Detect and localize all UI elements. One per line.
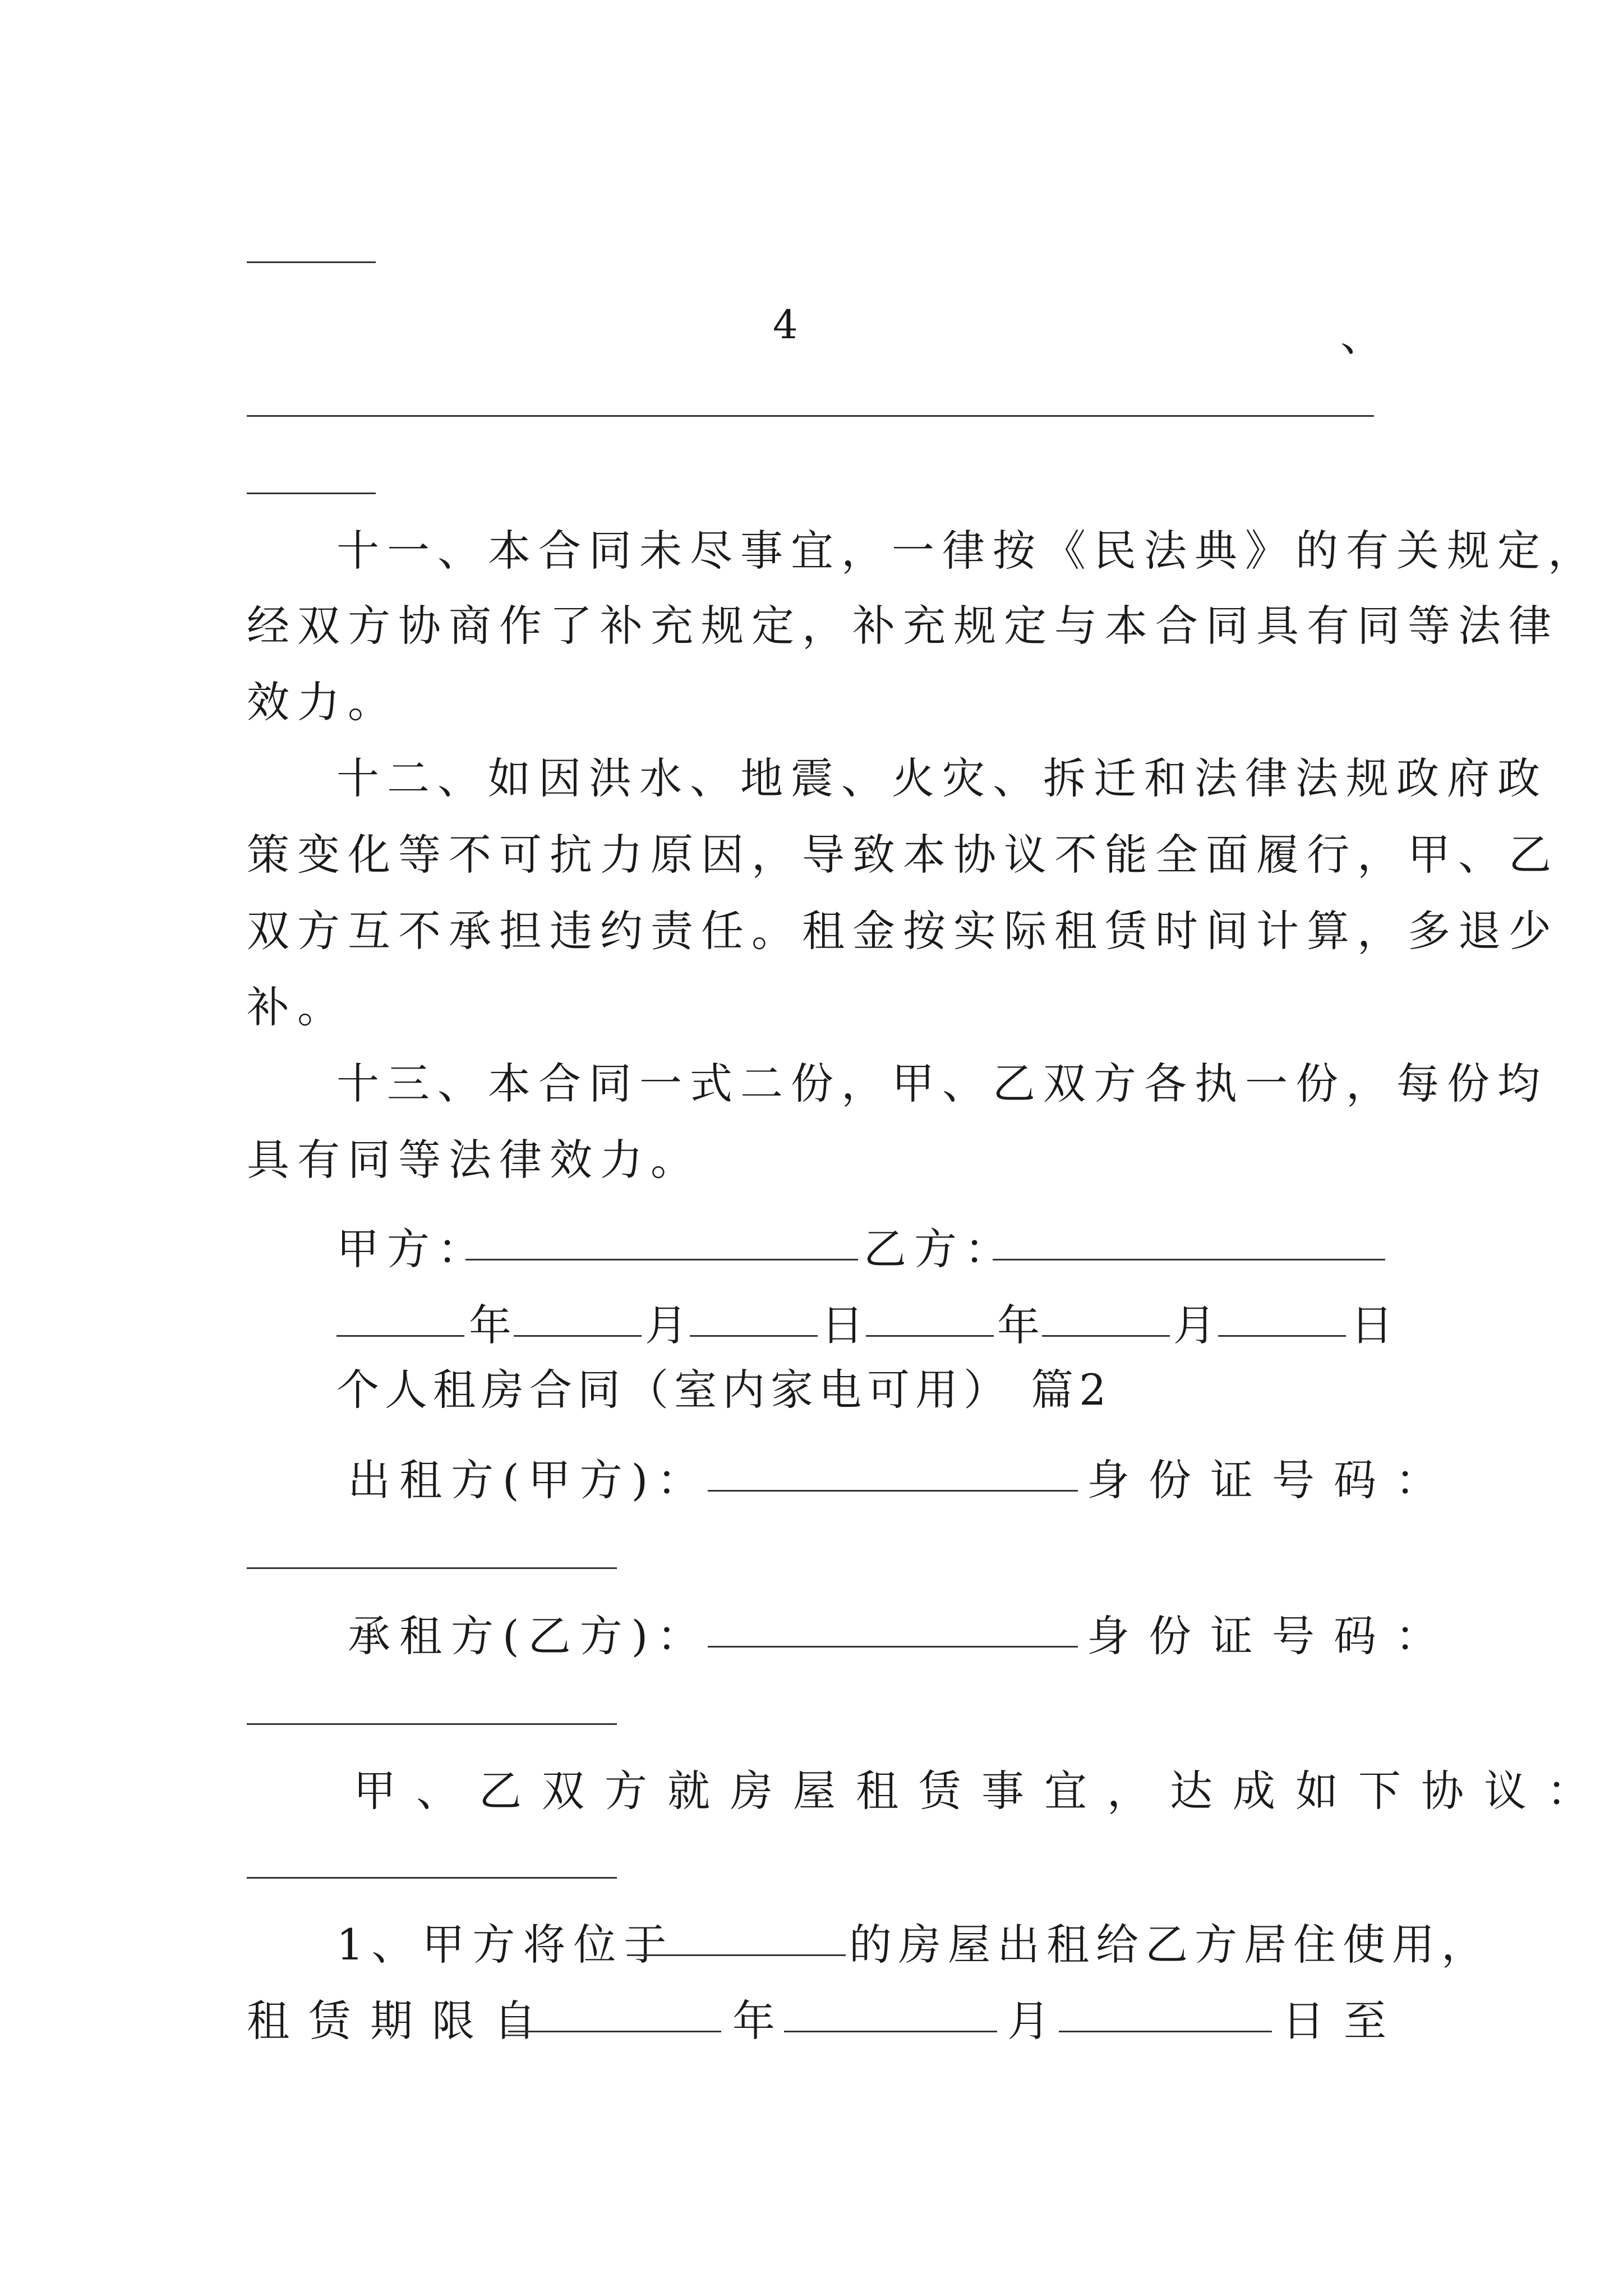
date-blank <box>1042 1335 1170 1337</box>
start-month-label: 月 <box>1007 1996 1050 2046</box>
day-label: 日 <box>821 1300 864 1350</box>
lessee-id-blank <box>247 1723 617 1725</box>
start-year-blank <box>508 2031 721 2032</box>
blank-underline <box>247 261 376 263</box>
date-blank <box>866 1335 994 1337</box>
start-day-blank <box>1059 2031 1272 2032</box>
lessor-id-label: 身份证号码： <box>1087 1455 1457 1505</box>
start-year-label: 年 <box>732 1996 775 2046</box>
item-number: 4 <box>773 302 798 348</box>
item-mark: 、 <box>1340 311 1383 361</box>
clause-12-line-3: 双方互不承担违约责任。租金按实际租赁时间计算，多退少 <box>247 906 1559 956</box>
date-blank <box>1218 1335 1346 1337</box>
clause-11-line-1: 十一、本合同未尽事宜，一律按《民法典》的有关规定， <box>336 526 1598 576</box>
lessor-label: 出租方(甲方)： <box>348 1455 709 1505</box>
lessor-id-blank <box>247 1567 617 1569</box>
start-day-label: 日至 <box>1282 1996 1405 2046</box>
start-month-blank <box>784 2031 997 2032</box>
clause-12-line-1: 十二、如因洪水、地震、火灾、拆迁和法律法规政府政 <box>336 753 1548 803</box>
month-label: 月 <box>645 1300 688 1350</box>
lessee-name-blank <box>708 1646 1078 1648</box>
clause-12-line-2: 策变化等不可抗力原因，导致本协议不能全面履行，甲、乙 <box>247 830 1559 880</box>
lessee-label: 承租方(乙方)： <box>348 1611 709 1661</box>
clause-13-line-2: 具有同等法律效力。 <box>247 1135 701 1185</box>
year-label: 年 <box>997 1300 1040 1350</box>
clause-13-line-1: 十三、本合同一式二份，甲、乙双方各执一份，每份均 <box>336 1059 1548 1108</box>
lessee-id-label: 身份证号码： <box>1087 1611 1457 1661</box>
party-a-label: 甲方： <box>336 1224 488 1274</box>
party-b-label: 乙方： <box>864 1224 1015 1274</box>
date-blank <box>336 1335 464 1337</box>
date-blank <box>514 1335 642 1337</box>
clause-11-line-2: 经双方协商作了补充规定，补充规定与本合同具有同等法律 <box>247 601 1559 651</box>
month-label: 月 <box>1173 1300 1216 1350</box>
party-b-blank <box>993 1259 1385 1260</box>
year-label: 年 <box>469 1300 511 1350</box>
section-2-title: 个人租房合同（室内家电可用） 篇2 <box>336 1365 1112 1415</box>
clause-12-line-4: 补。 <box>247 982 348 1032</box>
date-blank <box>690 1335 818 1337</box>
day-label: 日 <box>1350 1300 1393 1350</box>
blank-underline <box>247 415 1374 417</box>
item-1-part-a: 1、甲方将位于 <box>336 1920 675 1970</box>
lessor-name-blank <box>708 1490 1078 1492</box>
agreement-blank <box>247 1877 617 1879</box>
property-location-blank <box>627 1954 846 1956</box>
party-a-blank <box>465 1259 858 1260</box>
clause-11-line-3: 效力。 <box>247 677 398 727</box>
blank-underline <box>247 493 376 494</box>
lease-term-label: 租赁期限自 <box>247 1996 555 2046</box>
item-1-part-b: 的房屋出租给乙方居住使用， <box>849 1920 1491 1970</box>
agreement-intro: 甲、乙双方就房屋租赁事宜，达成如下协议： <box>353 1766 1610 1816</box>
